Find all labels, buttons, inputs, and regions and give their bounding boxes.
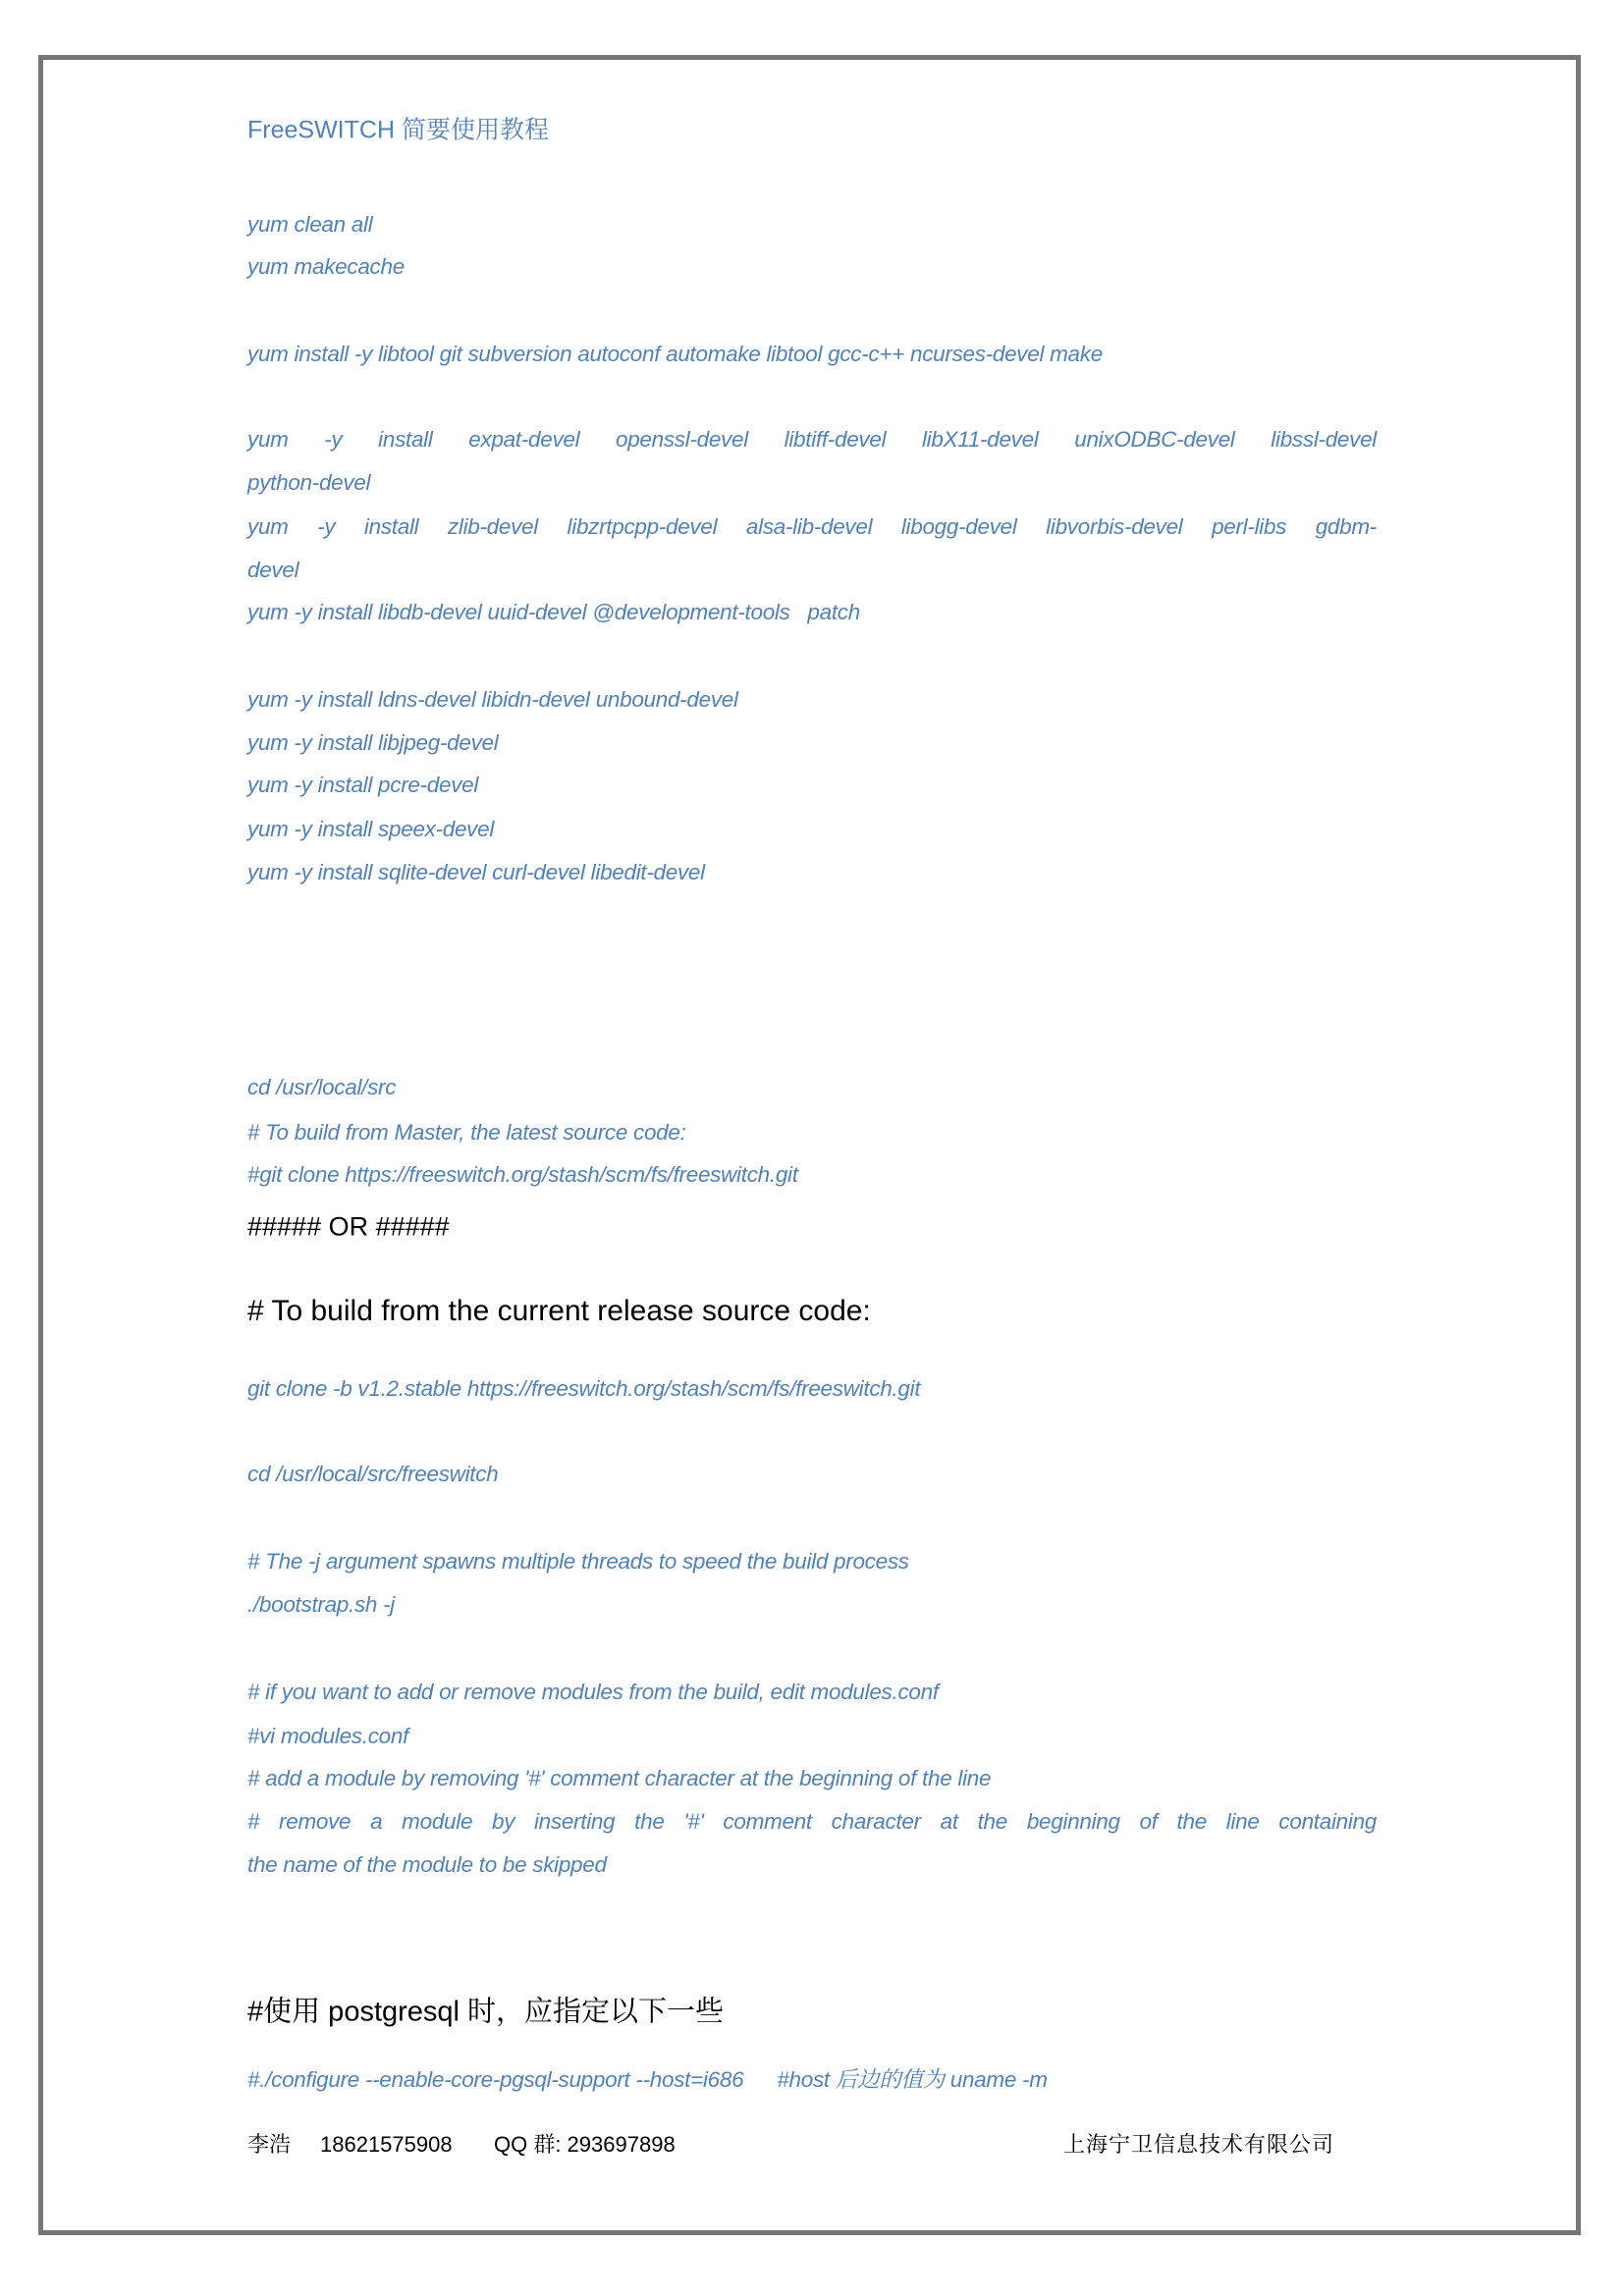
or-separator: ##### OR #####: [247, 1211, 450, 1242]
command-cd-freeswitch: cd /usr/local/src/freeswitch: [247, 1461, 499, 1486]
comment-bootstrap: # The -j argument spawns multiple threads to speed the build process: [247, 1548, 909, 1574]
command-vi-modules: #vi modules.conf: [247, 1723, 409, 1748]
command-git-clone-master: #git clone https://freeswitch.org/stash/scm/fs/freeswitch.git: [247, 1161, 798, 1187]
footer-qq-group: QQ 群: 293697898: [494, 2132, 676, 2157]
page-border: [38, 55, 1581, 2235]
command-yum-ldns: yum -y install ldns-devel libidn-devel unbound-devel: [247, 686, 738, 712]
release-heading: # To build from the current release source code:: [247, 1295, 871, 1327]
command-yum-expat-line2: python-devel: [247, 469, 371, 495]
comment-remove-module-line1: # remove a module by inserting the '#' comment character at the beginning of the line containing: [247, 1808, 1377, 1834]
footer-author: 李浩: [247, 2132, 292, 2157]
command-yum-pcre: yum -y install pcre-devel: [247, 772, 479, 797]
footer-company: 上海宁卫信息技术有限公司: [1063, 2132, 1335, 2157]
command-yum-libdb: yum -y install libdb-devel uuid-devel @development-tools patch: [247, 599, 860, 624]
command-yum-zlib-line1: yum -y install zlib-devel libzrtpcpp-devel alsa-lib-devel libogg-devel libvorbis-devel perl-libs gdbm-: [247, 513, 1377, 539]
command-yum-makecache: yum makecache: [247, 253, 405, 279]
command-yum-sqlite: yum -y install sqlite-devel curl-devel libedit-devel: [247, 859, 705, 884]
command-yum-speex: yum -y install speex-devel: [247, 816, 495, 841]
command-yum-zlib-line2: devel: [247, 557, 299, 582]
command-bootstrap: ./bootstrap.sh -j: [247, 1591, 395, 1617]
configure-command-text: #./configure --enable-core-pgsql-support --host=i686: [247, 2066, 744, 2092]
comment-add-module: # add a module by removing '#' comment character at the beginning of the line: [247, 1765, 992, 1790]
configure-host-note: #host 后边的值为 uname -m: [777, 2066, 1048, 2092]
document-title: FreeSWITCH 简要使用教程: [247, 116, 549, 144]
command-yum-expat-line1: yum -y install expat-devel openssl-devel libtiff-devel libX11-devel unixODBC-devel libssl-devel: [247, 426, 1377, 452]
comment-modules: # if you want to add or remove modules from the build, edit modules.conf: [247, 1679, 939, 1704]
comment-build-master: # To build from Master, the latest source code:: [247, 1119, 686, 1145]
command-cd-src: cd /usr/local/src: [247, 1074, 397, 1099]
command-yum-install-base: yum install -y libtool git subversion autoconf automake libtool gcc-c++ ncurses-devel make: [247, 341, 1103, 366]
command-git-clone-release: git clone -b v1.2.stable https://freeswitch.org/stash/scm/fs/freeswitch.git: [247, 1375, 921, 1401]
footer-phone: 18621575908: [320, 2132, 453, 2157]
command-yum-libjpeg: yum -y install libjpeg-devel: [247, 729, 499, 755]
comment-remove-module-line2: the name of the module to be skipped: [247, 1851, 607, 1877]
postgresql-heading: #使用 postgresql 时，应指定以下一些: [247, 1996, 725, 2028]
command-yum-clean: yum clean all: [247, 211, 373, 237]
command-configure: [247, 2066, 1048, 2092]
